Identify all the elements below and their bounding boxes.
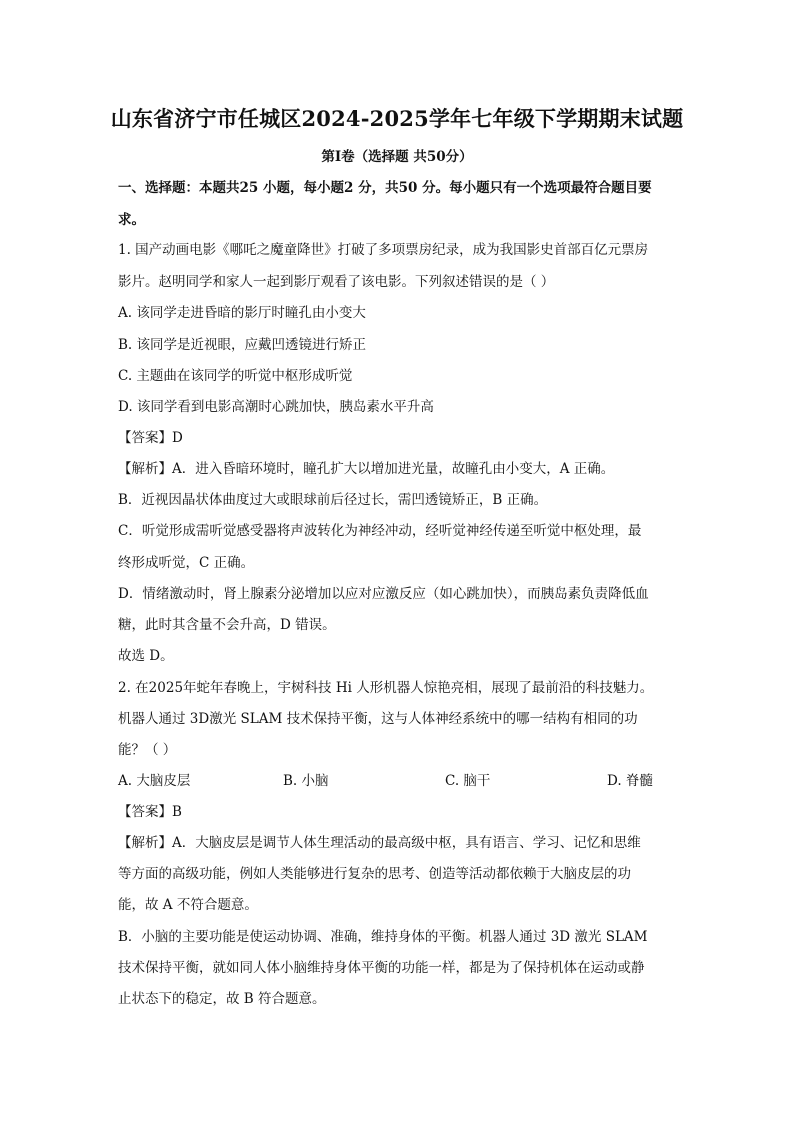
q2-answer: 【答案】B	[118, 804, 182, 820]
q2-option-b: B. 小脑	[283, 773, 329, 789]
q2-option-a: A. 大脑皮层	[118, 773, 191, 789]
q2-explanation-line2: 等方面的高级功能，例如人类能够进行复杂的思考、创造等活动都依赖于大脑皮层的功	[118, 866, 631, 882]
q1-answer: 【答案】D	[118, 430, 183, 446]
q1-option-a: A. 该同学走进昏暗的影厅时瞳孔由小变大	[118, 305, 366, 321]
q1-explanation-line6: 糖，此时其含量不会升高，D 错误。	[118, 617, 336, 633]
document-title: 山东省济宁市任城区2024-2025学年七年级下学期期末试题	[110, 106, 684, 131]
section-subtitle: 第Ⅰ卷（选择题 共50分）	[321, 149, 473, 165]
section-instructions-line2: 求。	[118, 212, 145, 228]
q1-stem-line2: 影片。赵明同学和家人一起到影厅观看了该电影。下列叙述错误的是（ ）	[118, 274, 555, 290]
q2-explanation-line4: B．小脑的主要功能是使运动协调、准确，维持身体的平衡。机器人通过 3D 激光 SLAM	[118, 929, 648, 945]
q2-explanation-line3: 能，故 A 不符合题意。	[118, 897, 258, 913]
q2-stem-line3: 能？（ ）	[118, 742, 177, 758]
section-instructions-line1: 一、选择题：本题共25 小题，每小题2 分，共50 分。每小题只有一个选项最符合题目要	[118, 180, 652, 196]
q1-explanation-line5: D．情绪激动时，肾上腺素分泌增加以应对应激反应（如心跳加快），而胰岛素负责降低血	[118, 586, 649, 602]
q1-explanation-line3: C．听觉形成需听觉感受器将声波转化为神经冲动，经听觉神经传递至听觉中枢处理，最	[118, 523, 642, 539]
q1-option-b: B. 该同学是近视眼，应戴凹透镜进行矫正	[118, 337, 367, 353]
q1-explanation-line1: 【解析】A．进入昏暗环境时，瞳孔扩大以增加进光量，故瞳孔由小变大，A 正确。	[118, 461, 615, 477]
q2-explanation-line6: 止状态下的稳定，故 B 符合题意。	[118, 991, 326, 1007]
q2-explanation-line1: 【解析】A．大脑皮层是调节人体生理活动的最高级中枢，具有语言、学习、记忆和思维	[118, 835, 641, 851]
q1-option-d: D. 该同学看到电影高潮时心跳加快，胰岛素水平升高	[118, 399, 434, 415]
q1-option-c: C. 主题曲在该同学的听觉中枢形成听觉	[118, 368, 353, 384]
q2-stem-line2: 机器人通过 3D激光 SLAM 技术保持平衡，这与人体神经系统中的哪一结构有相同的功	[118, 711, 638, 727]
q1-explanation-line4: 终形成听觉，C 正确。	[118, 555, 255, 571]
q2-explanation-line5: 技术保持平衡，就如同人体小脑维持身体平衡的功能一样，都是为了保持机体在运动或静	[118, 960, 645, 976]
q2-option-d: D. 脊髓	[607, 773, 653, 789]
q1-stem-line1: 1. 国产动画电影《哪吒之魔童降世》打破了多项票房纪录，成为我国影史首部百亿元票房	[118, 242, 649, 258]
q2-option-c: C. 脑干	[445, 773, 491, 789]
q2-stem-line1: 2. 在2025年蛇年春晚上，宇树科技 Hi 人形机器人惊艳亮相，展现了最前沿的科技魅力。	[118, 680, 654, 696]
q1-conclusion: 故选 D。	[118, 648, 174, 664]
q1-explanation-line2: B．近视因晶状体曲度过大或眼球前后径过长，需凹透镜矫正，B 正确。	[118, 492, 548, 508]
